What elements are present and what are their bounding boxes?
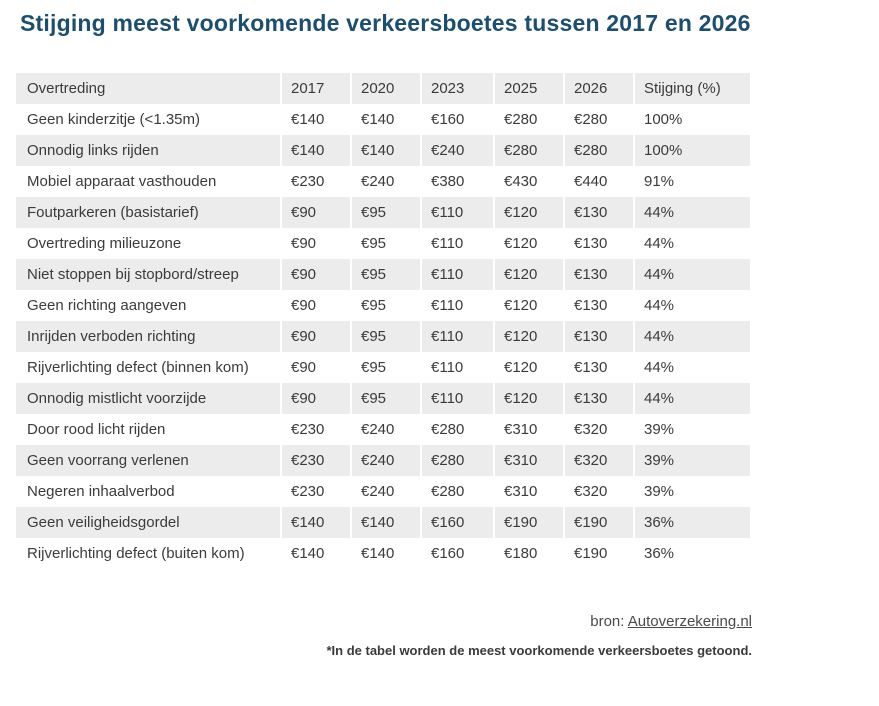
value-cell: €95 — [350, 321, 420, 352]
value-cell: €280 — [420, 445, 493, 476]
offense-cell: Onnodig mistlicht voorzijde — [27, 390, 207, 407]
value-cell: €310 — [493, 445, 563, 476]
value-cell: 100% — [633, 104, 750, 135]
table-row — [16, 104, 750, 135]
value-cell: €130 — [563, 383, 633, 414]
value-cell: 36% — [633, 538, 750, 569]
page-title: Stijging meest voorkomende verkeersboetes tussen 2017 en 2026 — [20, 10, 751, 36]
value-cell: €120 — [493, 352, 563, 383]
value-cell: €120 — [493, 259, 563, 290]
offense-cell: Door rood licht rijden — [27, 421, 166, 438]
value-cell: €95 — [350, 259, 420, 290]
table-row — [16, 321, 750, 352]
offense-cell: Geen kinderzitje (<1.35m) — [27, 111, 200, 128]
value-cell: €90 — [280, 352, 350, 383]
value-cell: €160 — [420, 104, 493, 135]
value-cell: €230 — [280, 166, 350, 197]
value-cell: 44% — [633, 383, 750, 414]
table-row — [16, 197, 750, 228]
column-header-4: 2025 — [493, 73, 563, 104]
value-cell: €140 — [350, 538, 420, 569]
value-cell: €240 — [350, 476, 420, 507]
value-cell: 44% — [633, 290, 750, 321]
value-cell: 91% — [633, 166, 750, 197]
value-cell: €110 — [420, 290, 493, 321]
value-cell: €140 — [280, 538, 350, 569]
value-cell: €380 — [420, 166, 493, 197]
value-cell: €190 — [563, 507, 633, 538]
table-row — [16, 538, 750, 569]
value-cell: €120 — [493, 290, 563, 321]
value-cell: €130 — [563, 228, 633, 259]
value-cell: 39% — [633, 476, 750, 507]
column-header-1: 2017 — [280, 73, 350, 104]
value-cell: €430 — [493, 166, 563, 197]
value-cell: €90 — [280, 197, 350, 228]
value-cell: €90 — [280, 290, 350, 321]
value-cell: 44% — [633, 352, 750, 383]
offense-cell: Mobiel apparaat vasthouden — [27, 173, 217, 190]
value-cell: €140 — [280, 135, 350, 166]
value-cell: €280 — [493, 135, 563, 166]
value-cell: €190 — [563, 538, 633, 569]
value-cell: €140 — [350, 135, 420, 166]
value-cell: €240 — [350, 445, 420, 476]
offense-cell: Rijverlichting defect (buiten kom) — [27, 545, 245, 562]
value-cell: €280 — [493, 104, 563, 135]
value-cell: €130 — [563, 352, 633, 383]
value-cell: €280 — [563, 135, 633, 166]
column-header-2: 2020 — [350, 73, 420, 104]
table-row — [16, 166, 750, 197]
value-cell: €90 — [280, 259, 350, 290]
value-cell: €160 — [420, 538, 493, 569]
value-cell: €130 — [563, 290, 633, 321]
offense-cell: Foutparkeren (basistarief) — [27, 204, 199, 221]
source-line — [0, 613, 752, 630]
table-row — [16, 414, 750, 445]
value-cell: €180 — [493, 538, 563, 569]
fines-table — [16, 73, 750, 569]
value-cell: €240 — [350, 414, 420, 445]
offense-cell: Niet stoppen bij stopbord/streep — [27, 266, 239, 283]
value-cell: €160 — [420, 507, 493, 538]
value-cell: €280 — [420, 414, 493, 445]
value-cell: €320 — [563, 445, 633, 476]
value-cell: 44% — [633, 321, 750, 352]
value-cell: €230 — [280, 476, 350, 507]
offense-cell: Inrijden verboden richting — [27, 328, 196, 345]
table-row — [16, 352, 750, 383]
value-cell: €110 — [420, 197, 493, 228]
value-cell: 44% — [633, 228, 750, 259]
column-header-0: Overtreding — [27, 80, 106, 97]
value-cell: €440 — [563, 166, 633, 197]
value-cell: €280 — [420, 476, 493, 507]
value-cell: €140 — [280, 507, 350, 538]
value-cell: €90 — [280, 321, 350, 352]
value-cell: €110 — [420, 352, 493, 383]
table-row — [16, 259, 750, 290]
table-row — [16, 228, 750, 259]
offense-cell: Overtreding milieuzone — [27, 235, 182, 252]
value-cell: €90 — [280, 228, 350, 259]
value-cell: €230 — [280, 445, 350, 476]
value-cell: 44% — [633, 197, 750, 228]
column-header-5: 2026 — [563, 73, 633, 104]
value-cell: €320 — [563, 414, 633, 445]
value-cell: €95 — [350, 228, 420, 259]
value-cell: €110 — [420, 321, 493, 352]
source-prefix: bron: — [590, 613, 628, 630]
value-cell: €280 — [563, 104, 633, 135]
value-cell: €95 — [350, 197, 420, 228]
value-cell: €240 — [350, 166, 420, 197]
value-cell: 39% — [633, 414, 750, 445]
value-cell: €110 — [420, 383, 493, 414]
value-cell: €320 — [563, 476, 633, 507]
source-link[interactable]: Autoverzekering.nl — [627, 613, 752, 630]
offense-cell: Rijverlichting defect (binnen kom) — [27, 359, 249, 376]
value-cell: 39% — [633, 445, 750, 476]
offense-cell: Geen richting aangeven — [27, 297, 187, 314]
value-cell: €120 — [493, 321, 563, 352]
value-cell: €130 — [563, 259, 633, 290]
fines-table-header — [16, 73, 750, 104]
value-cell: €120 — [493, 228, 563, 259]
table-row — [16, 383, 750, 414]
value-cell: €190 — [493, 507, 563, 538]
offense-cell: Geen voorrang verlenen — [27, 452, 189, 469]
value-cell: €140 — [350, 104, 420, 135]
value-cell: €140 — [350, 507, 420, 538]
value-cell: €120 — [493, 383, 563, 414]
table-row — [16, 445, 750, 476]
value-cell: €140 — [280, 104, 350, 135]
footer — [0, 613, 752, 658]
value-cell: €95 — [350, 383, 420, 414]
footnote: *In de tabel worden de meest voorkomende verkeersboetes getoond. — [326, 643, 752, 658]
value-cell: €310 — [493, 476, 563, 507]
value-cell: €310 — [493, 414, 563, 445]
value-cell: €110 — [420, 228, 493, 259]
value-cell: €110 — [420, 259, 493, 290]
value-cell: €120 — [493, 197, 563, 228]
value-cell: 100% — [633, 135, 750, 166]
table-row — [16, 507, 750, 538]
column-header-6: Stijging (%) — [633, 73, 750, 104]
value-cell: €230 — [280, 414, 350, 445]
value-cell: €90 — [280, 383, 350, 414]
value-cell: 36% — [633, 507, 750, 538]
table-row — [16, 476, 750, 507]
offense-cell: Negeren inhaalverbod — [27, 483, 175, 500]
table-row — [16, 135, 750, 166]
fines-table-body — [16, 104, 750, 569]
value-cell: 44% — [633, 259, 750, 290]
header-row — [16, 73, 750, 104]
column-header-3: 2023 — [420, 73, 493, 104]
table-row — [16, 290, 750, 321]
value-cell: €95 — [350, 352, 420, 383]
value-cell: €130 — [563, 321, 633, 352]
value-cell: €95 — [350, 290, 420, 321]
value-cell: €240 — [420, 135, 493, 166]
offense-cell: Onnodig links rijden — [27, 142, 159, 159]
value-cell: €130 — [563, 197, 633, 228]
offense-cell: Geen veiligheidsgordel — [27, 514, 180, 531]
